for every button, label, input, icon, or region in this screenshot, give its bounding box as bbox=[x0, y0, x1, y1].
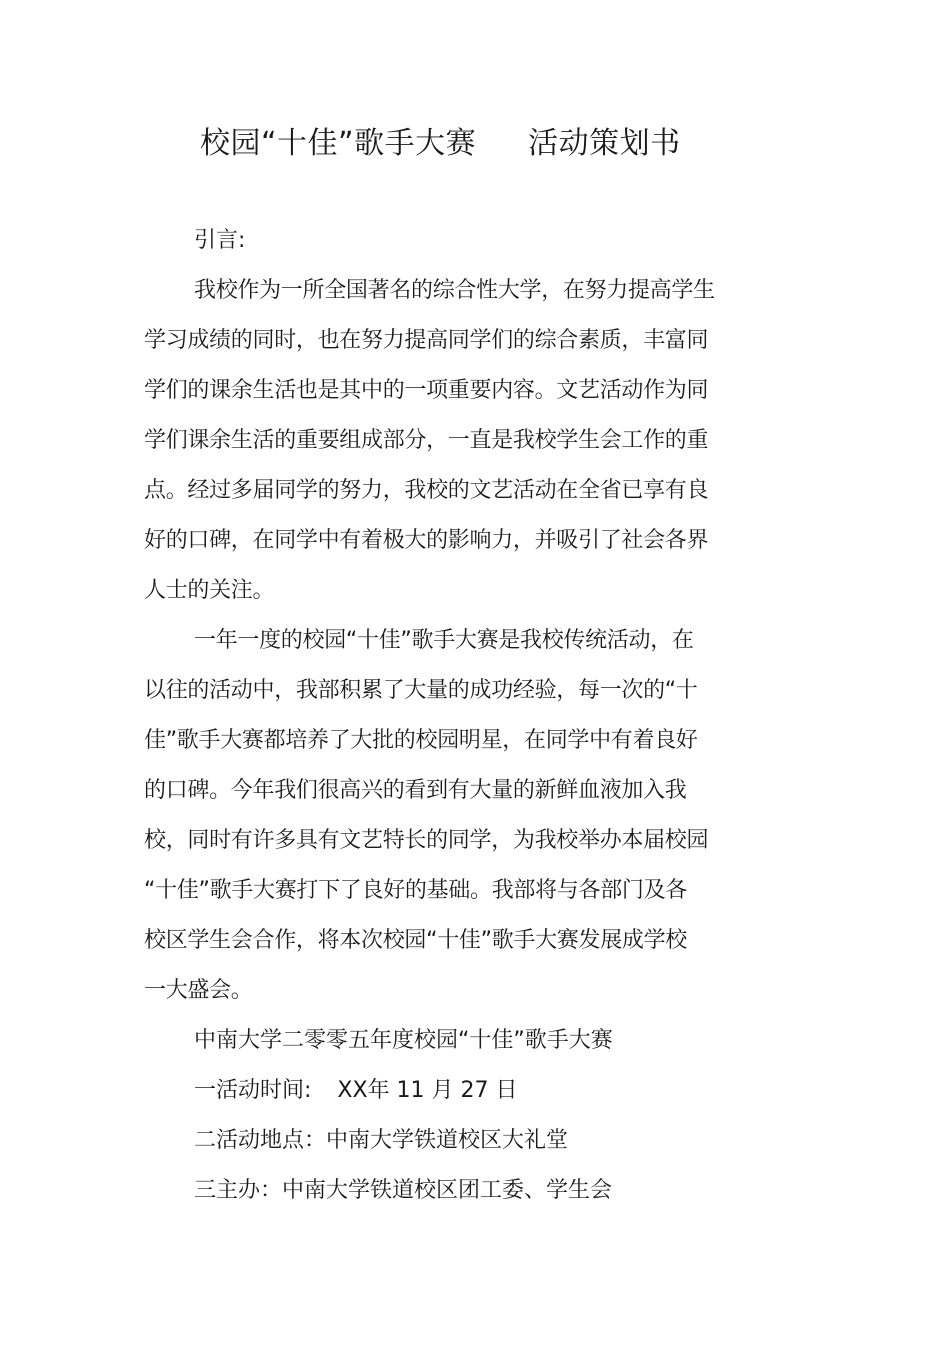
event-organizer: 三主办：中南大学铁道校区团工委、学生会 bbox=[194, 1178, 613, 1203]
paragraph-line: 一大盛会。 bbox=[144, 978, 253, 1003]
paragraph-line: 一年一度的校园“十佳”歌手大赛是我校传统活动，在 bbox=[194, 628, 694, 653]
intro-label: 引言: bbox=[194, 228, 246, 253]
paragraph-1 bbox=[144, 266, 744, 616]
event-time bbox=[144, 1066, 744, 1116]
event-location: 二活动地点：中南大学铁道校区大礼堂 bbox=[194, 1128, 569, 1153]
paragraph-line: 好的口碑，在同学中有着极大的影响力，并吸引了社会各界 bbox=[144, 528, 709, 553]
document-title bbox=[200, 122, 760, 166]
paragraph-line: 学习成绩的同时，也在努力提高同学们的综合素质，丰富同 bbox=[144, 328, 709, 353]
event-time-label: 一活动时间: bbox=[194, 1078, 312, 1103]
event-name: 中南大学二零零五年度校园“十佳”歌手大赛 bbox=[194, 1028, 613, 1053]
document-body bbox=[144, 216, 744, 1216]
paragraph-line: 校，同时有许多具有文艺特长的同学，为我校举办本届校园 bbox=[144, 828, 709, 853]
paragraph-line: 人士的关注。 bbox=[144, 578, 275, 603]
paragraph-line: “十佳”歌手大赛打下了良好的基础。我部将与各部门及各 bbox=[144, 878, 687, 903]
event-time-value: XX年 11 月 27 日 bbox=[337, 1078, 518, 1103]
paragraph-line: 的口碑。今年我们很高兴的看到有大量的新鲜血液加入我 bbox=[144, 778, 687, 803]
paragraph-line: 学们课余生活的重要组成部分，一直是我校学生会工作的重 bbox=[144, 428, 709, 453]
paragraph-line: 点。经过多届同学的努力，我校的文艺活动在全省已享有良 bbox=[144, 478, 709, 503]
paragraph-line: 学们的课余生活也是其中的一项重要内容。文艺活动作为同 bbox=[144, 378, 709, 403]
title-part-1: 校园“十佳”歌手大赛 bbox=[200, 126, 477, 161]
paragraph-line: 以往的活动中，我部积累了大量的成功经验，每一次的“十 bbox=[144, 678, 698, 703]
paragraph-line: 佳”歌手大赛都培养了大批的校园明星，在同学中有着良好 bbox=[144, 728, 698, 753]
paragraph-line: 校区学生会合作，将本次校园“十佳”歌手大赛发展成学校 bbox=[144, 928, 687, 953]
paragraph-line: 我校作为一所全国著名的综合性大学，在努力提高学生 bbox=[194, 278, 715, 303]
paragraph-2 bbox=[144, 616, 744, 1016]
title-part-2: 活动策划书 bbox=[528, 126, 681, 161]
